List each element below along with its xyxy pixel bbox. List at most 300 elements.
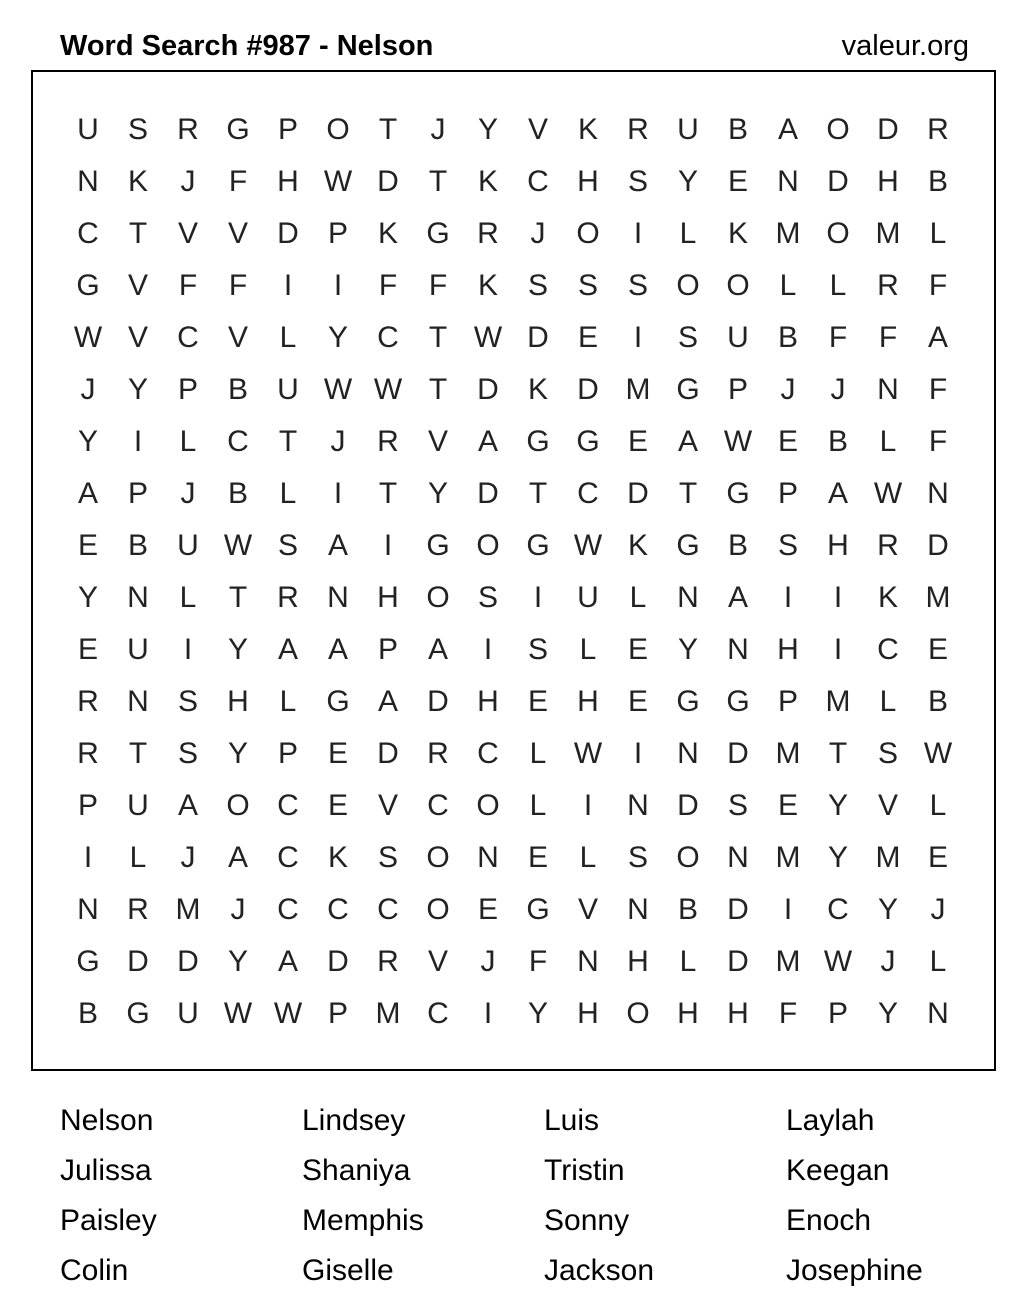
grid-letter: T (128, 217, 148, 250)
grid-letter: U (677, 113, 699, 146)
grid-letter: T (228, 581, 248, 614)
grid-letter: P (327, 997, 348, 1030)
grid-letter: D (677, 789, 699, 822)
grid-letter: T (428, 165, 448, 198)
grid-letter: I (333, 269, 343, 302)
grid-letter: A (827, 477, 848, 510)
grid-letter: A (927, 321, 948, 354)
grid-letter: O (626, 997, 650, 1030)
grid-letter: A (77, 477, 98, 510)
grid-letter: O (826, 113, 850, 146)
grid-letter: S (627, 269, 648, 302)
grid-letter: B (827, 425, 848, 458)
grid-letter: V (177, 217, 198, 250)
grid-letter: C (477, 737, 499, 770)
grid-letter: V (427, 425, 448, 458)
grid-letter: G (726, 477, 750, 510)
grid-letter: L (129, 841, 147, 874)
word-list-item: Jackson (544, 1254, 655, 1287)
grid-letter: R (77, 737, 99, 770)
grid-letter: R (927, 113, 949, 146)
grid-letter: J (780, 373, 796, 406)
puzzle-title: Word Search #987 - Nelson (60, 30, 434, 62)
grid-letter: N (927, 477, 949, 510)
grid-letter: C (427, 997, 449, 1030)
letter-grid (63, 104, 963, 1040)
grid-letter: I (833, 633, 843, 666)
grid-letter: B (727, 529, 748, 562)
word-list-item: Sonny (544, 1204, 630, 1237)
grid-letter: K (877, 581, 898, 614)
grid-letter: L (679, 945, 697, 978)
grid-letter: R (77, 685, 99, 718)
grid-letter: D (277, 217, 299, 250)
grid-letter: O (576, 217, 600, 250)
grid-letter: S (127, 113, 148, 146)
grid-letter: D (627, 477, 649, 510)
grid-letter: P (777, 477, 798, 510)
grid-letter: F (228, 165, 248, 198)
grid-letter: F (928, 373, 948, 406)
grid-letter: J (180, 165, 196, 198)
grid-letter: H (777, 633, 799, 666)
grid-letter: C (877, 633, 899, 666)
grid-letter: Y (77, 581, 98, 614)
grid-letter: Y (227, 633, 248, 666)
grid-letter: F (928, 269, 948, 302)
grid-letter: L (179, 425, 197, 458)
grid-letter: W (223, 529, 253, 562)
grid-letter: A (777, 113, 798, 146)
grid-letter: M (775, 217, 801, 250)
grid-letter: W (923, 737, 953, 770)
grid-letter: W (73, 321, 103, 354)
grid-letter: W (723, 425, 753, 458)
grid-letter: E (727, 165, 748, 198)
grid-letter: A (727, 581, 748, 614)
grid-letter: G (726, 685, 750, 718)
grid-letter: P (827, 997, 848, 1030)
grid-letter: D (727, 737, 749, 770)
grid-letter: Y (877, 893, 898, 926)
grid-letter: K (727, 217, 748, 250)
grid-letter: K (127, 165, 148, 198)
grid-letter: C (77, 217, 99, 250)
grid-letter: O (676, 841, 700, 874)
grid-letter: I (133, 425, 143, 458)
grid-letter: V (427, 945, 448, 978)
grid-letter: A (327, 633, 348, 666)
grid-letter: R (427, 737, 449, 770)
grid-letter: A (327, 529, 348, 562)
grid-letter: F (528, 945, 548, 978)
grid-letter: J (930, 893, 946, 926)
grid-letter: D (727, 945, 749, 978)
grid-letter: T (528, 477, 548, 510)
grid-letter: N (327, 581, 349, 614)
grid-letter: L (579, 633, 597, 666)
grid-letter: G (676, 685, 700, 718)
grid-letter: C (277, 789, 299, 822)
grid-letter: N (727, 633, 749, 666)
grid-letter: S (277, 529, 298, 562)
grid-letter: B (777, 321, 798, 354)
grid-letter: I (633, 321, 643, 354)
grid-letter: J (80, 373, 96, 406)
grid-letter: R (377, 425, 399, 458)
grid-letter: N (77, 165, 99, 198)
grid-letter: G (76, 945, 100, 978)
grid-letter: C (527, 165, 549, 198)
grid-letter: L (929, 217, 947, 250)
grid-letter: G (526, 529, 550, 562)
grid-letter: T (378, 477, 398, 510)
grid-letter: I (533, 581, 543, 614)
grid-letter: B (227, 373, 248, 406)
grid-letter: S (477, 581, 498, 614)
grid-letter: O (476, 529, 500, 562)
grid-letter: I (783, 893, 793, 926)
grid-letter: P (727, 373, 748, 406)
grid-letter: G (676, 529, 700, 562)
grid-letter: F (928, 425, 948, 458)
grid-letter: N (677, 737, 699, 770)
grid-letter: E (927, 841, 948, 874)
grid-letter: S (627, 165, 648, 198)
grid-letter: Y (327, 321, 348, 354)
grid-letter: S (727, 789, 748, 822)
grid-letter: F (178, 269, 198, 302)
grid-letter: E (77, 633, 98, 666)
grid-letter: D (477, 373, 499, 406)
grid-letter: L (279, 477, 297, 510)
grid-letter: N (577, 945, 599, 978)
grid-letter: B (927, 685, 948, 718)
grid-letter: V (227, 217, 248, 250)
grid-letter: C (327, 893, 349, 926)
grid-letter: E (327, 789, 348, 822)
grid-letter: V (127, 269, 148, 302)
grid-letter: H (577, 685, 599, 718)
grid-letter: S (527, 269, 548, 302)
grid-letter: P (127, 477, 148, 510)
grid-letter: M (925, 581, 951, 614)
grid-letter: A (477, 425, 498, 458)
grid-letter: L (879, 685, 897, 718)
grid-letter: I (483, 997, 493, 1030)
site-name: valeur.org (841, 30, 969, 62)
grid-letter: P (277, 113, 298, 146)
grid-letter: O (226, 789, 250, 822)
grid-letter: A (277, 633, 298, 666)
grid-letter: H (877, 165, 899, 198)
grid-letter: L (179, 581, 197, 614)
grid-letter: N (927, 997, 949, 1030)
grid-letter: R (877, 529, 899, 562)
grid-letter: Y (827, 841, 848, 874)
grid-letter: N (477, 841, 499, 874)
grid-letter: H (227, 685, 249, 718)
grid-letter: W (573, 737, 603, 770)
grid-letter: L (679, 217, 697, 250)
grid-letter: Y (227, 945, 248, 978)
grid-letter: Y (77, 425, 98, 458)
word-list-item: Shaniya (302, 1154, 411, 1187)
grid-letter: O (426, 841, 450, 874)
grid-letter: K (477, 269, 498, 302)
grid-letter: F (828, 321, 848, 354)
grid-letter: M (775, 945, 801, 978)
grid-letter: D (527, 321, 549, 354)
grid-letter: M (825, 685, 851, 718)
grid-letter: E (777, 789, 798, 822)
grid-letter: J (180, 477, 196, 510)
grid-letter: I (83, 841, 93, 874)
grid-letter: P (327, 217, 348, 250)
grid-letter: L (579, 841, 597, 874)
grid-letter: O (676, 269, 700, 302)
grid-letter: F (878, 321, 898, 354)
grid-letter: I (283, 269, 293, 302)
grid-letter: R (877, 269, 899, 302)
grid-letter: G (526, 893, 550, 926)
grid-letter: U (77, 113, 99, 146)
grid-letter: V (227, 321, 248, 354)
grid-letter: K (527, 373, 548, 406)
grid-letter: L (879, 425, 897, 458)
grid-letter: B (677, 893, 698, 926)
grid-letter: E (777, 425, 798, 458)
grid-letter: N (77, 893, 99, 926)
grid-letter: R (627, 113, 649, 146)
grid-letter: S (177, 737, 198, 770)
grid-letter: E (577, 321, 598, 354)
grid-letter: H (277, 165, 299, 198)
grid-letter: P (277, 737, 298, 770)
grid-letter: A (177, 789, 198, 822)
grid-letter: K (477, 165, 498, 198)
grid-letter: I (183, 633, 193, 666)
grid-letter: D (927, 529, 949, 562)
grid-letter: J (330, 425, 346, 458)
grid-letter: V (527, 113, 548, 146)
grid-letter: O (476, 789, 500, 822)
grid-letter: D (177, 945, 199, 978)
word-list-item: Nelson (60, 1104, 154, 1137)
grid-letter: G (526, 425, 550, 458)
grid-letter: U (127, 789, 149, 822)
grid-letter: P (377, 633, 398, 666)
word-list-item: Lindsey (302, 1104, 406, 1137)
grid-letter: J (880, 945, 896, 978)
grid-letter: V (877, 789, 898, 822)
grid-letter: F (428, 269, 448, 302)
grid-letter: Y (477, 113, 498, 146)
grid-letter: U (577, 581, 599, 614)
grid-letter: Y (827, 789, 848, 822)
grid-letter: Y (227, 737, 248, 770)
grid-letter: V (577, 893, 598, 926)
grid-letter: Y (527, 997, 548, 1030)
grid-letter: T (428, 373, 448, 406)
word-list-item: Josephine (786, 1254, 923, 1287)
grid-letter: R (277, 581, 299, 614)
grid-letter: M (875, 217, 901, 250)
grid-letter: U (177, 529, 199, 562)
grid-letter: C (277, 893, 299, 926)
grid-letter: S (577, 269, 598, 302)
word-list-item: Memphis (302, 1204, 424, 1237)
grid-letter: M (375, 997, 401, 1030)
grid-letter: K (327, 841, 348, 874)
grid-letter: I (633, 737, 643, 770)
grid-letter: C (277, 841, 299, 874)
grid-letter: G (576, 425, 600, 458)
grid-letter: D (127, 945, 149, 978)
grid-letter: A (227, 841, 248, 874)
grid-letter: S (777, 529, 798, 562)
grid-letter: A (277, 945, 298, 978)
grid-letter: I (483, 633, 493, 666)
grid-letter: C (177, 321, 199, 354)
grid-letter: B (727, 113, 748, 146)
grid-letter: S (377, 841, 398, 874)
grid-letter: M (175, 893, 201, 926)
grid-letter: O (426, 581, 450, 614)
grid-letter: S (677, 321, 698, 354)
grid-letter: W (323, 165, 353, 198)
grid-letter: G (76, 269, 100, 302)
word-list-item: Enoch (786, 1204, 872, 1237)
grid-letter: N (627, 893, 649, 926)
grid-letter: N (127, 685, 149, 718)
grid-letter: L (279, 321, 297, 354)
grid-letter: N (627, 789, 649, 822)
grid-letter: O (426, 893, 450, 926)
grid-letter: S (527, 633, 548, 666)
grid-letter: Y (877, 997, 898, 1030)
grid-letter: J (530, 217, 546, 250)
grid-letter: Y (677, 633, 698, 666)
grid-letter: L (629, 581, 647, 614)
grid-letter: T (678, 477, 698, 510)
grid-letter: S (177, 685, 198, 718)
grid-letter: L (279, 685, 297, 718)
grid-letter: E (327, 737, 348, 770)
grid-letter: G (326, 685, 350, 718)
grid-letter: F (778, 997, 798, 1030)
grid-letter: B (227, 477, 248, 510)
grid-letter: L (929, 945, 947, 978)
grid-letter: P (77, 789, 98, 822)
grid-letter: D (827, 165, 849, 198)
grid-letter: L (529, 789, 547, 822)
grid-letter: J (480, 945, 496, 978)
grid-letter: T (128, 737, 148, 770)
grid-letter: P (777, 685, 798, 718)
grid-letter: U (727, 321, 749, 354)
grid-letter: W (573, 529, 603, 562)
grid-letter: I (633, 217, 643, 250)
word-list-item: Colin (60, 1254, 129, 1287)
grid-letter: R (127, 893, 149, 926)
grid-letter: E (527, 841, 548, 874)
grid-letter: C (377, 893, 399, 926)
grid-letter: T (278, 425, 298, 458)
grid-letter: I (383, 529, 393, 562)
word-list-item: Paisley (60, 1204, 157, 1237)
grid-letter: W (273, 997, 303, 1030)
grid-letter: J (430, 113, 446, 146)
word-list-item: Julissa (60, 1154, 152, 1187)
grid-letter: N (127, 581, 149, 614)
grid-letter: O (826, 217, 850, 250)
grid-letter: G (426, 529, 450, 562)
grid-letter: A (677, 425, 698, 458)
grid-letter: M (875, 841, 901, 874)
grid-letter: C (377, 321, 399, 354)
grid-letter: K (377, 217, 398, 250)
grid-letter: V (127, 321, 148, 354)
word-list-item: Luis (544, 1104, 600, 1137)
grid-letter: W (473, 321, 503, 354)
word-list-item: Tristin (544, 1154, 625, 1187)
grid-letter: T (378, 113, 398, 146)
grid-letter: G (226, 113, 250, 146)
grid-letter: H (577, 165, 599, 198)
grid-letter: C (227, 425, 249, 458)
grid-letter: L (779, 269, 797, 302)
grid-letter: W (873, 477, 903, 510)
grid-letter: F (228, 269, 248, 302)
grid-letter: D (477, 477, 499, 510)
grid-letter: E (627, 425, 648, 458)
grid-letter: E (627, 633, 648, 666)
grid-letter: H (477, 685, 499, 718)
grid-letter: U (127, 633, 149, 666)
grid-letter: V (377, 789, 398, 822)
grid-letter: J (830, 373, 846, 406)
grid-letter: D (377, 165, 399, 198)
grid-letter: D (327, 945, 349, 978)
grid-letter: E (77, 529, 98, 562)
grid-letter: C (827, 893, 849, 926)
grid-letter: C (427, 789, 449, 822)
grid-letter: R (477, 217, 499, 250)
grid-letter: B (127, 529, 148, 562)
grid-letter: N (777, 165, 799, 198)
grid-letter: H (377, 581, 399, 614)
grid-letter: D (577, 373, 599, 406)
grid-letter: U (277, 373, 299, 406)
grid-letter: L (929, 789, 947, 822)
grid-letter: G (426, 217, 450, 250)
grid-letter: G (126, 997, 150, 1030)
grid-letter: E (477, 893, 498, 926)
grid-letter: E (527, 685, 548, 718)
grid-letter: M (775, 737, 801, 770)
grid-letter: D (377, 737, 399, 770)
grid-letter: L (529, 737, 547, 770)
grid-letter: I (333, 477, 343, 510)
grid-letter: P (177, 373, 198, 406)
grid-letter: W (823, 945, 853, 978)
grid-letter: O (726, 269, 750, 302)
grid-letter: C (577, 477, 599, 510)
grid-letter: U (177, 997, 199, 1030)
grid-letter: L (829, 269, 847, 302)
grid-letter: E (627, 685, 648, 718)
